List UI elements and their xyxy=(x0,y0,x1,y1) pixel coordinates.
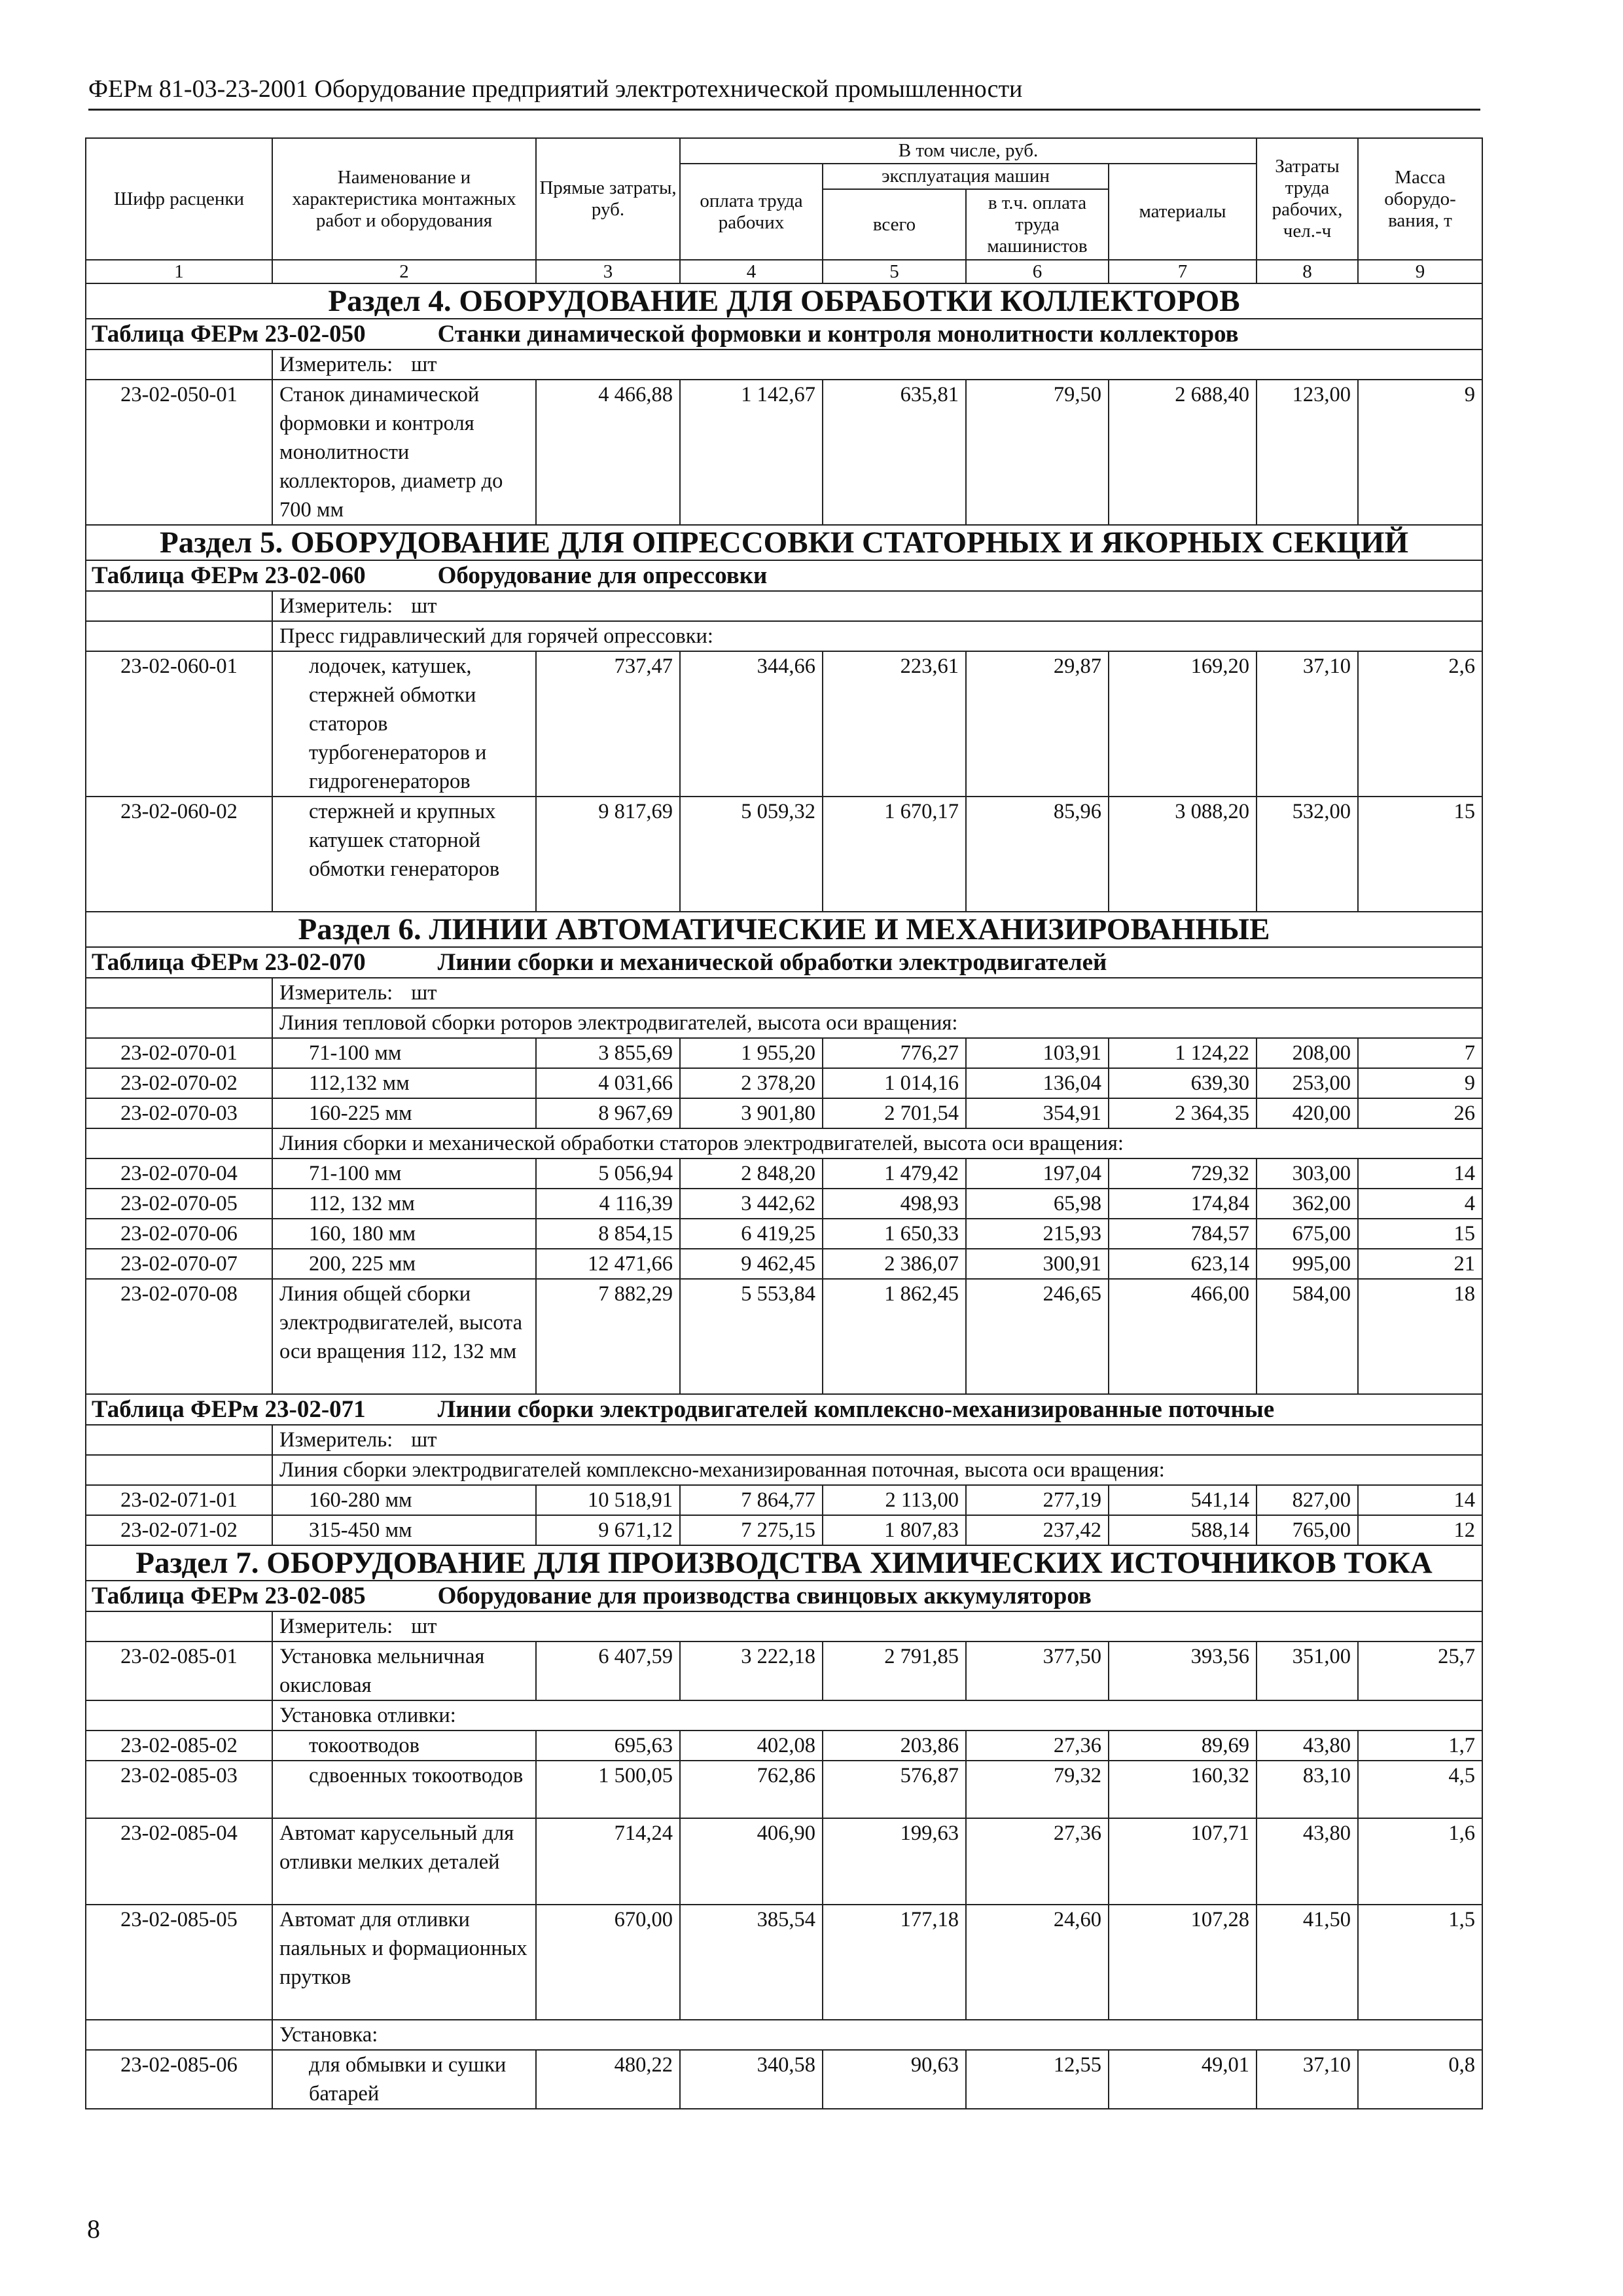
table-id: Таблица ФЕРм 23-02-050 xyxy=(92,321,366,348)
rate-name: Установка мельничная окисловая xyxy=(272,1641,536,1700)
section-title-row xyxy=(86,1545,1482,1581)
labor: 675,00 xyxy=(1257,1219,1358,1249)
table-row xyxy=(86,1038,1482,1068)
mass: 1,5 xyxy=(1358,1905,1482,2020)
materials: 1 124,22 xyxy=(1109,1038,1257,1068)
meter-row xyxy=(86,350,1482,380)
table-row xyxy=(86,1515,1482,1545)
labor: 208,00 xyxy=(1257,1038,1358,1068)
col-head-machines: эксплуатация машин xyxy=(823,164,1109,189)
rate-code: 23-02-085-01 xyxy=(86,1641,272,1700)
machines-wages: 237,42 xyxy=(966,1515,1109,1545)
rate-name: 160-280 мм xyxy=(272,1485,536,1515)
meter-label: Измеритель: xyxy=(279,353,393,376)
labor: 43,80 xyxy=(1257,1731,1358,1761)
materials: 160,32 xyxy=(1109,1761,1257,1818)
mass: 15 xyxy=(1358,1219,1482,1249)
wages: 2 848,20 xyxy=(680,1158,823,1189)
rate-name: 200, 225 мм xyxy=(272,1249,536,1279)
table-name: Линии сборки электродвигателей комплексно-механизированные поточные xyxy=(437,1396,1275,1423)
wages: 3 222,18 xyxy=(680,1641,823,1700)
labor: 253,00 xyxy=(1257,1068,1358,1098)
table-row xyxy=(86,797,1482,912)
table-row xyxy=(86,380,1482,525)
col-head-materials: материалы xyxy=(1109,164,1257,260)
group-label: Установка: xyxy=(272,2020,1482,2050)
table-id: Таблица ФЕРм 23-02-071 xyxy=(92,1396,366,1423)
machines-total: 199,63 xyxy=(823,1818,966,1905)
table-title xyxy=(86,1394,1482,1425)
table-row xyxy=(86,1818,1482,1905)
direct-cost: 4 116,39 xyxy=(536,1189,680,1219)
direct-cost: 8 967,69 xyxy=(536,1098,680,1128)
rate-name: 160-225 мм xyxy=(272,1098,536,1128)
materials: 49,01 xyxy=(1109,2050,1257,2109)
table-row xyxy=(86,1219,1482,1249)
mass: 4,5 xyxy=(1358,1761,1482,1818)
machines-total: 1 807,83 xyxy=(823,1515,966,1545)
machines-wages: 136,04 xyxy=(966,1068,1109,1098)
meter-label: Измеритель: xyxy=(279,1615,393,1638)
machines-wages: 24,60 xyxy=(966,1905,1109,2020)
rate-code: 23-02-085-02 xyxy=(86,1731,272,1761)
machines-total: 635,81 xyxy=(823,380,966,525)
machines-wages: 85,96 xyxy=(966,797,1109,912)
rate-code: 23-02-070-02 xyxy=(86,1068,272,1098)
col-head-mass: Масса оборудо- вания, т xyxy=(1358,138,1482,260)
machines-total: 776,27 xyxy=(823,1038,966,1068)
table-row xyxy=(86,651,1482,797)
page-header: ФЕРм 81-03-23-2001 Оборудование предприятий электротехнической промышленности xyxy=(88,73,1480,111)
mass: 18 xyxy=(1358,1279,1482,1394)
meter-empty xyxy=(86,978,272,1008)
machines-wages: 12,55 xyxy=(966,2050,1109,2109)
labor: 765,00 xyxy=(1257,1515,1358,1545)
meter-empty xyxy=(86,350,272,380)
machines-wages: 377,50 xyxy=(966,1641,1109,1700)
table-row xyxy=(86,1731,1482,1761)
labor: 123,00 xyxy=(1257,380,1358,525)
table-id: Таблица ФЕРм 23-02-060 xyxy=(92,562,366,589)
colnum: 3 xyxy=(536,260,680,283)
machines-wages: 79,50 xyxy=(966,380,1109,525)
wages: 7 275,15 xyxy=(680,1515,823,1545)
table-id: Таблица ФЕРм 23-02-085 xyxy=(92,1583,366,1609)
materials: 729,32 xyxy=(1109,1158,1257,1189)
rate-name: 112,132 мм xyxy=(272,1068,536,1098)
labor: 83,10 xyxy=(1257,1761,1358,1818)
machines-wages: 65,98 xyxy=(966,1189,1109,1219)
mass: 9 xyxy=(1358,380,1482,525)
table-row xyxy=(86,1158,1482,1189)
group-empty xyxy=(86,1008,272,1038)
machines-wages: 246,65 xyxy=(966,1279,1109,1394)
table-title-row xyxy=(86,319,1482,350)
colnum: 9 xyxy=(1358,260,1482,283)
machines-total: 1 862,45 xyxy=(823,1279,966,1394)
table-title-row xyxy=(86,560,1482,591)
rate-code: 23-02-070-07 xyxy=(86,1249,272,1279)
meter-empty xyxy=(86,591,272,621)
rate-code: 23-02-071-01 xyxy=(86,1485,272,1515)
section-title-row xyxy=(86,525,1482,560)
table-title xyxy=(86,1581,1482,1611)
group-label: Линия сборки электродвигателей комплексно-механизированная поточная, высота оси вращения: xyxy=(272,1455,1482,1485)
meter-cell xyxy=(272,978,1482,1008)
section-title-row xyxy=(86,283,1482,319)
materials: 107,28 xyxy=(1109,1905,1257,2020)
machines-wages: 354,91 xyxy=(966,1098,1109,1128)
rate-name: 160, 180 мм xyxy=(272,1219,536,1249)
wages: 6 419,25 xyxy=(680,1219,823,1249)
rate-name: 71-100 мм xyxy=(272,1158,536,1189)
labor: 362,00 xyxy=(1257,1189,1358,1219)
col-head-machines-total: всего xyxy=(823,189,966,260)
rate-name: 71-100 мм xyxy=(272,1038,536,1068)
section-title-row xyxy=(86,912,1482,947)
col-head-direct: Прямые затраты, руб. xyxy=(536,138,680,260)
group-empty xyxy=(86,621,272,651)
meter-label: Измеритель: xyxy=(279,594,393,618)
mass: 0,8 xyxy=(1358,2050,1482,2109)
rate-name: сдвоенных токоотводов xyxy=(272,1761,536,1818)
rate-code: 23-02-070-06 xyxy=(86,1219,272,1249)
mass: 1,6 xyxy=(1358,1818,1482,1905)
mass: 12 xyxy=(1358,1515,1482,1545)
machines-wages: 215,93 xyxy=(966,1219,1109,1249)
meter-row xyxy=(86,1425,1482,1455)
direct-cost: 5 056,94 xyxy=(536,1158,680,1189)
rate-code: 23-02-070-03 xyxy=(86,1098,272,1128)
machines-total: 1 670,17 xyxy=(823,797,966,912)
table-name: Линии сборки и механической обработки электродвигателей xyxy=(437,949,1107,976)
colnum: 7 xyxy=(1109,260,1257,283)
wages: 402,08 xyxy=(680,1731,823,1761)
colnum: 8 xyxy=(1257,260,1358,283)
table-id: Таблица ФЕРм 23-02-070 xyxy=(92,949,366,976)
machines-total: 1 650,33 xyxy=(823,1219,966,1249)
labor: 995,00 xyxy=(1257,1249,1358,1279)
materials: 393,56 xyxy=(1109,1641,1257,1700)
table-row xyxy=(86,1485,1482,1515)
meter-empty xyxy=(86,1425,272,1455)
group-row xyxy=(86,1128,1482,1158)
mass: 7 xyxy=(1358,1038,1482,1068)
mass: 26 xyxy=(1358,1098,1482,1128)
table-row xyxy=(86,1189,1482,1219)
colnum: 6 xyxy=(966,260,1109,283)
rate-name: стержней и крупных катушек статорной обмотки генераторов xyxy=(272,797,536,912)
direct-cost: 7 882,29 xyxy=(536,1279,680,1394)
section-title: Раздел 6. ЛИНИИ АВТОМАТИЧЕСКИЕ И МЕХАНИЗИРОВАННЫЕ xyxy=(86,912,1482,947)
labor: 351,00 xyxy=(1257,1641,1358,1700)
group-row xyxy=(86,1455,1482,1485)
direct-cost: 670,00 xyxy=(536,1905,680,2020)
table-title-row xyxy=(86,1394,1482,1425)
wages: 1 142,67 xyxy=(680,380,823,525)
materials: 466,00 xyxy=(1109,1279,1257,1394)
meter-cell xyxy=(272,1611,1482,1641)
meter-unit: шт xyxy=(411,981,437,1005)
machines-total: 576,87 xyxy=(823,1761,966,1818)
rate-name: Автомат для отливки паяльных и формационных прутков xyxy=(272,1905,536,2020)
machines-total: 498,93 xyxy=(823,1189,966,1219)
mass: 15 xyxy=(1358,797,1482,912)
group-empty xyxy=(86,1455,272,1485)
col-head-labor: Затраты труда рабочих, чел.-ч xyxy=(1257,138,1358,260)
direct-cost: 8 854,15 xyxy=(536,1219,680,1249)
mass: 4 xyxy=(1358,1189,1482,1219)
mass: 9 xyxy=(1358,1068,1482,1098)
section-title: Раздел 4. ОБОРУДОВАНИЕ ДЛЯ ОБРАБОТКИ КОЛЛЕКТОРОВ xyxy=(86,283,1482,319)
table-row xyxy=(86,1249,1482,1279)
labor: 41,50 xyxy=(1257,1905,1358,2020)
machines-wages: 197,04 xyxy=(966,1158,1109,1189)
rate-code: 23-02-085-04 xyxy=(86,1818,272,1905)
machines-total: 1 014,16 xyxy=(823,1068,966,1098)
rates-table xyxy=(85,137,1483,2109)
section-title: Раздел 7. ОБОРУДОВАНИЕ ДЛЯ ПРОИЗВОДСТВА ХИМИЧЕСКИХ ИСТОЧНИКОВ ТОКА xyxy=(86,1545,1482,1581)
table-title xyxy=(86,319,1482,350)
wages: 9 462,45 xyxy=(680,1249,823,1279)
rate-code: 23-02-050-01 xyxy=(86,380,272,525)
materials: 588,14 xyxy=(1109,1515,1257,1545)
labor: 303,00 xyxy=(1257,1158,1358,1189)
materials: 174,84 xyxy=(1109,1189,1257,1219)
rate-code: 23-02-085-06 xyxy=(86,2050,272,2109)
table-title xyxy=(86,947,1482,978)
machines-total: 2 701,54 xyxy=(823,1098,966,1128)
wages: 5 059,32 xyxy=(680,797,823,912)
machines-wages: 79,32 xyxy=(966,1761,1109,1818)
machines-wages: 29,87 xyxy=(966,651,1109,797)
labor: 827,00 xyxy=(1257,1485,1358,1515)
group-row xyxy=(86,1008,1482,1038)
labor: 584,00 xyxy=(1257,1279,1358,1394)
labor: 532,00 xyxy=(1257,797,1358,912)
colnum: 2 xyxy=(272,260,536,283)
machines-wages: 27,36 xyxy=(966,1818,1109,1905)
materials: 541,14 xyxy=(1109,1485,1257,1515)
table-row xyxy=(86,1761,1482,1818)
machines-total: 1 479,42 xyxy=(823,1158,966,1189)
meter-label: Измеритель: xyxy=(279,1428,393,1452)
table-row xyxy=(86,1068,1482,1098)
materials: 107,71 xyxy=(1109,1818,1257,1905)
rate-code: 23-02-070-04 xyxy=(86,1158,272,1189)
rate-code: 23-02-085-03 xyxy=(86,1761,272,1818)
table-name: Оборудование для опрессовки xyxy=(437,562,768,589)
group-row xyxy=(86,2020,1482,2050)
wages: 340,58 xyxy=(680,2050,823,2109)
direct-cost: 12 471,66 xyxy=(536,1249,680,1279)
wages: 762,86 xyxy=(680,1761,823,1818)
rate-name: токоотводов xyxy=(272,1731,536,1761)
rate-code: 23-02-060-01 xyxy=(86,651,272,797)
direct-cost: 714,24 xyxy=(536,1818,680,1905)
group-label: Пресс гидравлический для горячей опрессовки: xyxy=(272,621,1482,651)
machines-total: 223,61 xyxy=(823,651,966,797)
wages: 5 553,84 xyxy=(680,1279,823,1394)
wages: 344,66 xyxy=(680,651,823,797)
group-empty xyxy=(86,1700,272,1731)
materials: 784,57 xyxy=(1109,1219,1257,1249)
direct-cost: 3 855,69 xyxy=(536,1038,680,1068)
rate-name: 315-450 мм xyxy=(272,1515,536,1545)
mass: 14 xyxy=(1358,1485,1482,1515)
group-empty xyxy=(86,1128,272,1158)
rates-body xyxy=(86,283,1482,2109)
direct-cost: 9 671,12 xyxy=(536,1515,680,1545)
column-numbers-row xyxy=(86,260,1482,283)
colnum: 4 xyxy=(680,260,823,283)
rate-code: 23-02-070-08 xyxy=(86,1279,272,1394)
meter-unit: шт xyxy=(411,353,437,376)
mass: 21 xyxy=(1358,1249,1482,1279)
col-head-name: Наименование и характеристика монтажных работ и оборудования xyxy=(272,138,536,260)
labor: 37,10 xyxy=(1257,2050,1358,2109)
group-label: Установка отливки: xyxy=(272,1700,1482,1731)
group-row xyxy=(86,621,1482,651)
meter-row xyxy=(86,591,1482,621)
meter-label: Измеритель: xyxy=(279,981,393,1005)
direct-cost: 1 500,05 xyxy=(536,1761,680,1818)
mass: 1,7 xyxy=(1358,1731,1482,1761)
col-head-code: Шифр расценки xyxy=(86,138,272,260)
table-row xyxy=(86,1098,1482,1128)
wages: 3 442,62 xyxy=(680,1189,823,1219)
wages: 385,54 xyxy=(680,1905,823,2020)
rate-name: Станок динамической формовки и контроля монолитности коллекторов, диаметр до 700 мм xyxy=(272,380,536,525)
machines-total: 90,63 xyxy=(823,2050,966,2109)
wages: 1 955,20 xyxy=(680,1038,823,1068)
group-label: Линия тепловой сборки роторов электродвигателей, высота оси вращения: xyxy=(272,1008,1482,1038)
col-head-wages: оплата труда рабочих xyxy=(680,164,823,260)
group-empty xyxy=(86,2020,272,2050)
materials: 639,30 xyxy=(1109,1068,1257,1098)
colnum: 1 xyxy=(86,260,272,283)
wages: 406,90 xyxy=(680,1818,823,1905)
labor: 37,10 xyxy=(1257,651,1358,797)
machines-wages: 103,91 xyxy=(966,1038,1109,1068)
table-name: Оборудование для производства свинцовых аккумуляторов xyxy=(437,1583,1092,1609)
wages: 3 901,80 xyxy=(680,1098,823,1128)
rate-code: 23-02-070-01 xyxy=(86,1038,272,1068)
meter-cell xyxy=(272,350,1482,380)
meter-row xyxy=(86,978,1482,1008)
table-head-row-1 xyxy=(86,138,1482,164)
meter-unit: шт xyxy=(411,1428,437,1452)
machines-total: 2 113,00 xyxy=(823,1485,966,1515)
meter-unit: шт xyxy=(411,594,437,618)
group-label: Линия сборки и механической обработки статоров электродвигателей, высота оси вращения: xyxy=(272,1128,1482,1158)
group-row xyxy=(86,1700,1482,1731)
machines-total: 2 791,85 xyxy=(823,1641,966,1700)
meter-cell xyxy=(272,591,1482,621)
rate-code: 23-02-085-05 xyxy=(86,1905,272,2020)
mass: 2,6 xyxy=(1358,651,1482,797)
machines-wages: 300,91 xyxy=(966,1249,1109,1279)
machines-total: 203,86 xyxy=(823,1731,966,1761)
direct-cost: 695,63 xyxy=(536,1731,680,1761)
meter-row xyxy=(86,1611,1482,1641)
materials: 3 088,20 xyxy=(1109,797,1257,912)
table-name: Станки динамической формовки и контроля монолитности коллекторов xyxy=(437,321,1239,348)
rate-name: лодочек, катушек, стержней обмотки статоров турбогенераторов и гидрогенераторов xyxy=(272,651,536,797)
rate-name: для обмывки и сушки батарей xyxy=(272,2050,536,2109)
machines-wages: 277,19 xyxy=(966,1485,1109,1515)
labor: 420,00 xyxy=(1257,1098,1358,1128)
rate-code: 23-02-071-02 xyxy=(86,1515,272,1545)
table-row xyxy=(86,1905,1482,2020)
wages: 2 378,20 xyxy=(680,1068,823,1098)
meter-empty xyxy=(86,1611,272,1641)
machines-total: 2 386,07 xyxy=(823,1249,966,1279)
table-row xyxy=(86,1641,1482,1700)
rate-name: 112, 132 мм xyxy=(272,1189,536,1219)
direct-cost: 9 817,69 xyxy=(536,797,680,912)
direct-cost: 4 466,88 xyxy=(536,380,680,525)
machines-total: 177,18 xyxy=(823,1905,966,2020)
meter-cell xyxy=(272,1425,1482,1455)
mass: 14 xyxy=(1358,1158,1482,1189)
rate-name: Автомат карусельный для отливки мелких деталей xyxy=(272,1818,536,1905)
meter-unit: шт xyxy=(411,1615,437,1638)
direct-cost: 6 407,59 xyxy=(536,1641,680,1700)
rate-code: 23-02-070-05 xyxy=(86,1189,272,1219)
materials: 169,20 xyxy=(1109,651,1257,797)
materials: 623,14 xyxy=(1109,1249,1257,1279)
table-row xyxy=(86,1279,1482,1394)
section-title: Раздел 5. ОБОРУДОВАНИЕ ДЛЯ ОПРЕССОВКИ СТАТОРНЫХ И ЯКОРНЫХ СЕКЦИЙ xyxy=(86,525,1482,560)
direct-cost: 480,22 xyxy=(536,2050,680,2109)
labor: 43,80 xyxy=(1257,1818,1358,1905)
table-row xyxy=(86,2050,1482,2109)
colnum: 5 xyxy=(823,260,966,283)
table-title xyxy=(86,560,1482,591)
mass: 25,7 xyxy=(1358,1641,1482,1700)
machines-wages: 27,36 xyxy=(966,1731,1109,1761)
col-head-machines-wages: в т.ч. оплата труда машинистов xyxy=(966,189,1109,260)
materials: 2 364,35 xyxy=(1109,1098,1257,1128)
materials: 89,69 xyxy=(1109,1731,1257,1761)
direct-cost: 10 518,91 xyxy=(536,1485,680,1515)
direct-cost: 737,47 xyxy=(536,651,680,797)
table-title-row xyxy=(86,1581,1482,1611)
rate-name: Линия общей сборки электродвигателей, высота оси вращения 112, 132 мм xyxy=(272,1279,536,1394)
wages: 7 864,77 xyxy=(680,1485,823,1515)
materials: 2 688,40 xyxy=(1109,380,1257,525)
page-number: 8 xyxy=(87,2214,100,2244)
col-head-incl: В том числе, руб. xyxy=(680,138,1257,164)
direct-cost: 4 031,66 xyxy=(536,1068,680,1098)
rate-code: 23-02-060-02 xyxy=(86,797,272,912)
table-title-row xyxy=(86,947,1482,978)
